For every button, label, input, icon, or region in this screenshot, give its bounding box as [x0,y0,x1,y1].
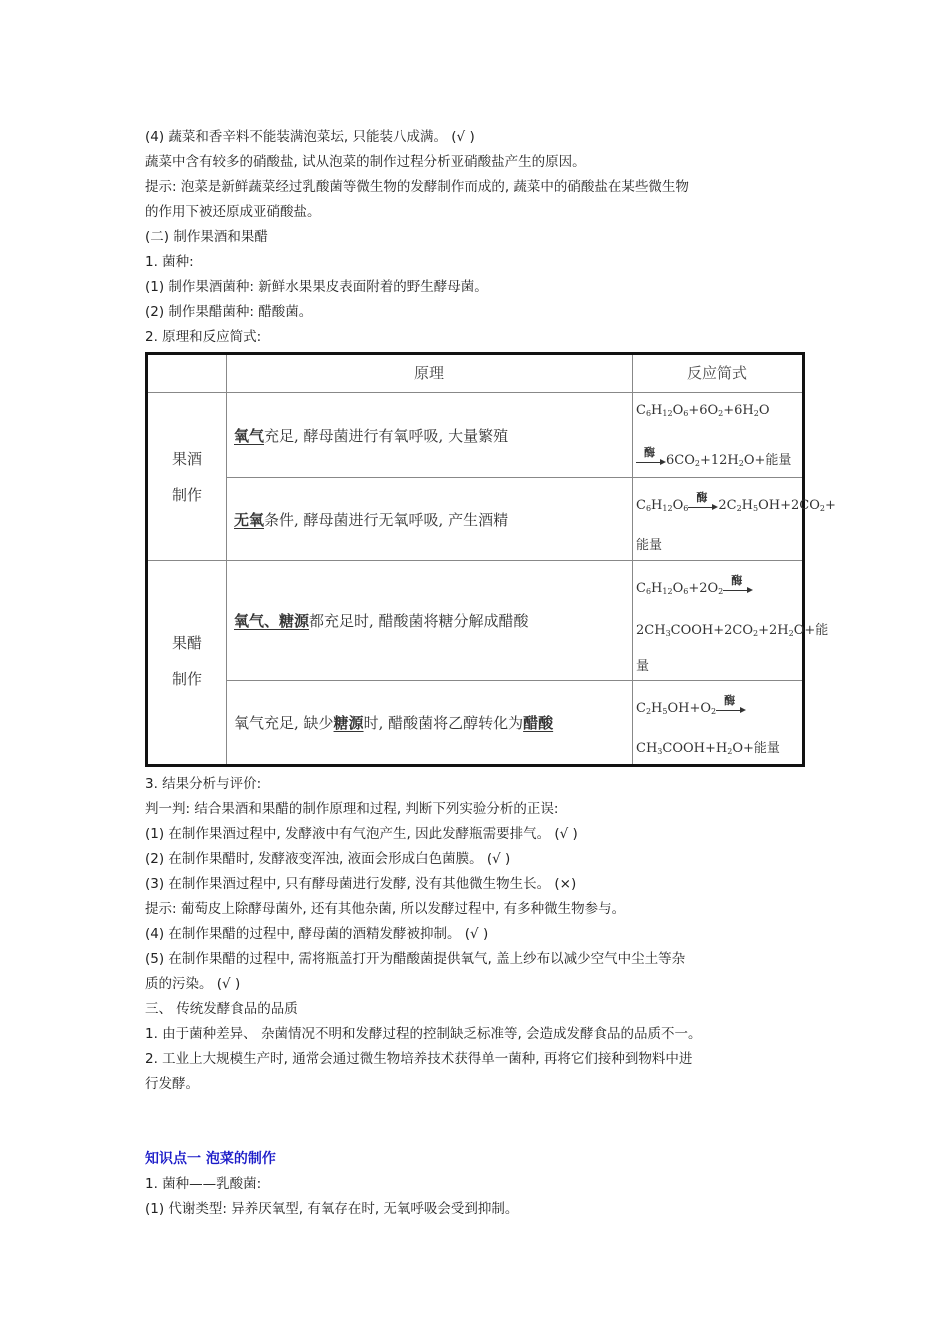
keyword: 氧气、糖源 [234,612,310,630]
text-line: (4) 蔬菜和香辛料不能装满泡菜坛, 只能装八成满。 (√ ) [145,129,475,145]
formula-line: $C_6H_{12}O_6+2O_2$ 酶 [636,581,753,596]
reaction-arrow-icon [723,573,753,594]
text-line: 质的污染。 (√ ) [145,976,241,992]
formula-line: $C_6H_{12}O_6+6O_2+6H_2O$ [636,403,770,418]
text-line: (1) 制作果酒菌种: 新鲜水果果皮表面附着的野生酵母菌。 [145,279,488,295]
formula-line [636,445,792,468]
reaction-table [145,352,836,767]
formula-line: $CH_3COOH+H_2O+$能量 [636,741,780,756]
principle-text: 都充足时, 醋酸菌将糖分解成醋酸 [309,612,529,630]
text-line: (5) 在制作果醋的过程中, 需将瓶盖打开为醋酸菌提供氧气, 盖上纱布以减少空气中尘土等杂 [145,951,686,967]
formula-line: $2CH_3COOH+2CO_2+2H_2O+$能 [636,623,829,638]
section-subheading: (二) 制作果酒和果醋 [145,229,268,245]
text-line: 2. 原理和反应简式: [145,329,262,345]
formula-line: 能量 [636,538,663,553]
text-line: (3) 在制作果酒过程中, 只有酵母菌进行发酵, 没有其他微生物生长。 (×) [145,876,577,892]
category-vinegar-line2: 制作 [171,670,202,688]
text-line: 1. 由于菌种差异、 杂菌情况不明和发酵过程的控制缺乏标准等, 会造成发酵食品的品质不一。 [145,1026,702,1042]
principle-row-4 [226,681,632,764]
keyword: 氧气 [234,426,265,445]
text-line: 1. 菌种——乳酸菌: [145,1176,262,1192]
reaction-arrow-icon [716,693,746,714]
text-line: 行发酵。 [145,1076,199,1092]
header-reaction: 反应简式 [686,364,747,382]
formula-line: 量 [636,659,650,674]
text-line: 提示: 泡菜是新鲜蔬菜经过乳酸菌等微生物的发酵制作而成的, 蔬菜中的硝酸盐在某些微生物 [145,179,689,195]
text-line: (2) 在制作果醋时, 发酵液变浑浊, 液面会形成白色菌膜。 (√ ) [145,851,511,867]
category-vinegar [148,625,226,697]
reaction-arrow-icon [688,490,718,511]
text-line: (2) 制作果醋菌种: 醋酸菌。 [145,304,313,320]
enzyme-label: 酶 [731,573,743,587]
text-line: 1. 菌种: [145,254,194,270]
text-line: 蔬菜中含有较多的硝酸盐, 试从泡菜的制作过程分析亚硝酸盐产生的原因。 [145,154,586,170]
category-wine-line1: 果酒 [171,450,202,468]
keyword: 醋酸 [523,714,554,732]
section-subheading: 三、 传统发酵食品的品质 [145,1001,298,1017]
text-line: (4) 在制作果醋的过程中, 酵母菌的酒精发酵被抑制。 (√ ) [145,926,489,942]
principle-text: 时, 醋酸菌将乙醇转化为 [363,714,524,732]
principle-row-1 [226,393,632,477]
text-line: 3. 结果分析与评价: [145,776,262,792]
text-line: (1) 在制作果酒过程中, 发酵液中有气泡产生, 因此发酵瓶需要排气。 (√ ) [145,826,578,842]
text-line: 2. 工业上大规模生产时, 通常会通过微生物培养技术获得单一菌种, 再将它们接种到物料中进 [145,1051,693,1067]
reaction-arrow-icon [636,445,666,466]
knowledge-point-heading: 知识点一 泡菜的制作 [145,1151,276,1167]
text-line: (1) 代谢类型: 异养厌氧型, 有氧存在时, 无氧呼吸会受到抑制。 [145,1201,519,1217]
principle-text: 充足, 酵母菌进行有氧呼吸, 大量繁殖 [264,426,509,445]
enzyme-label: 酶 [696,490,708,504]
category-wine-line2: 制作 [171,486,202,504]
text-line: 判一判: 结合果酒和果醋的制作原理和过程, 判断下列实验分析的正误: [145,801,559,817]
keyword: 无氧 [234,510,265,529]
header-principle: 原理 [413,364,444,382]
formula-row-4 [632,681,802,764]
formula-product: $6CO_2+12H_2O+$能量 [666,453,792,468]
category-vinegar-line1: 果醋 [171,634,202,652]
principle-row-2 [226,478,632,560]
formula-line: $C_2H_5OH+O_2$ 酶 [636,701,746,716]
text-line: 的作用下被还原成亚硝酸盐。 [145,204,321,220]
principle-row-3 [226,561,632,680]
formula-row-1 [632,393,802,477]
principle-text: 条件, 酵母菌进行无氧呼吸, 产生酒精 [264,510,509,529]
formula-row-3 [632,561,829,680]
enzyme-label: 酶 [644,445,655,459]
principle-text: 氧气充足, 缺少 [234,714,334,732]
formula-row-2 [632,478,836,560]
formula-line: $C_6H_{12}O_6$ 酶 $2C_2H_5OH+2CO_2+$ [636,490,836,513]
category-wine [148,441,226,513]
keyword: 糖源 [333,714,364,732]
enzyme-label: 酶 [724,693,736,707]
text-line: 提示: 葡萄皮上除酵母菌外, 还有其他杂菌, 所以发酵过程中, 有多种微生物参与。 [145,901,626,917]
